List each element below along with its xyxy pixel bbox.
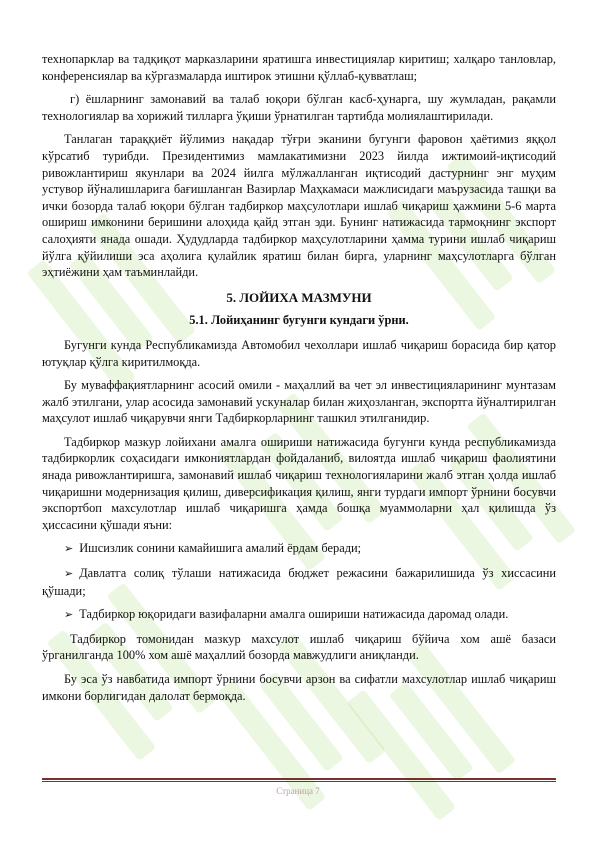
page-number: Страница 7 bbox=[276, 786, 320, 796]
arrow-right-icon: ➢ bbox=[64, 543, 74, 556]
paragraph: Бу эса ўз навбатида импорт ўрнини босувчи арзон ва сифатли махсулотлар ишлаб чиқариш имкони борлигидан далолат бермоқда. bbox=[42, 672, 556, 703]
paragraph: Танлаган тараққиёт йўлимиз нақадар тўғри эканини бугунги фаровон ҳаётимиз яққол кўрсатиб турибди. Президентимиз мамлакатимизни 2023 йилда ижтимоий-иқтисодий ривожлантириш якунлари ва 2024 йилга мўлжалланган иқтисодий дастурнинг энг муҳим устувор йўналишларига бағишланган Вазирлар Маҳкамаси мажлисидаги маърузасида ташқи ва ички бозорда талаб юқори бўлган тадбиркор маҳсулотлари ишлаб чиқариш ҳажмини 5-6 марта ошириш имконини беришини алоҳида қайд этган эди. Бунинг натижасида тармоқнинг экспорт салоҳияти янада ошади. Ҳудудларда тадбиркор маҳсулотларини ҳамма турини ишлаб чиқариш йўлга қўйилиши эса аҳолига қулайлик яратиш билан бирга, уларнинг маҳсулотларга бўлган эҳтиёжини ҳам таъминлайди. bbox=[42, 132, 556, 280]
paragraph: Тадбиркор мазкур лойихани амалга ошириши натижасида бугунги кунда республикамизда тадбиркорлик соҳасидаги имкониятлардан фойдаланиб, вилоятда ишлаб чиқариш фаолиятини янада ривожлантиришга, замонавий ишлаб чиқариш технологияларини жалб этган ҳолда ишлаб чиқаришни модернизация қилиш, диверсификация қилиш, янги турдаги импорт ўрнини босувчи экспортбоп махсулотлар ишлаб чиқаришга ҳамда бошқа муаммоларни ҳал қилишда ўз ҳиссасини қўшади яъни: bbox=[42, 434, 556, 532]
paragraph: технопарклар ва тадқиқот марказларини яратишга инвестициялар киритиш; халқаро танловлар, конференсиялар ва кўргазмаларда иштирок этишни қўллаб-қувватлаш; bbox=[42, 52, 556, 83]
subsection-heading: 5.1. Лойиҳанинг бугунги кундаги ўрни. bbox=[189, 313, 409, 328]
list-item: ➢ Давлатга солиқ тўлаши натижасида бюджет режасини бажарилишида ўз хиссасини қўшади; bbox=[42, 566, 556, 598]
paragraph: Бу муваффақиятларнинг асосий омили - маҳаллий ва чет эл инвестицияларининг мунтазам жалб этилгани, улар асосида замонавий ускуналар билан жиҳозланган, экспортга йўналтирилган маҳсулот ишлаб чиқарувчи янги Тадбиркорларнинг ташкил этилганидир. bbox=[42, 378, 556, 426]
paragraph: Бугунги кунда Республикамизда Автомобил чехоллари ишлаб чиқариш борасида бир қатор ютуқлар қўлга киритилмоқда. bbox=[42, 337, 556, 369]
list-item: ➢ Тадбиркор юқоридаги вазифаларни амалга ошириши натижасида даромад олади. bbox=[64, 607, 509, 622]
paragraph: г) ёшларнинг замонавий ва талаб юқори бўлган касб-ҳунарга, шу жумладан, рақамли технологиялар ва хорижий тилларга ўқиши ўрнатилган тартибда молиялаштирилади. bbox=[42, 92, 556, 123]
list-item: ➢ Ишсизлик сонини камайишига амалий ёрдам беради; bbox=[64, 541, 362, 556]
footer-divider bbox=[42, 781, 556, 782]
arrow-right-icon: ➢ bbox=[64, 609, 74, 622]
document-body bbox=[42, 51, 556, 704]
footer-divider bbox=[42, 778, 556, 780]
paragraph: Тадбиркор томонидан мазкур махсулот ишлаб чиқариш бўйича хом ашё базаси ўрганилганда 100% хом ашё маҳаллий бозорда мавжудлиги аниқланди. bbox=[42, 631, 556, 663]
section-heading: 5. ЛОЙИХА МАЗМУНИ bbox=[226, 289, 372, 305]
arrow-right-icon: ➢ bbox=[64, 568, 74, 581]
